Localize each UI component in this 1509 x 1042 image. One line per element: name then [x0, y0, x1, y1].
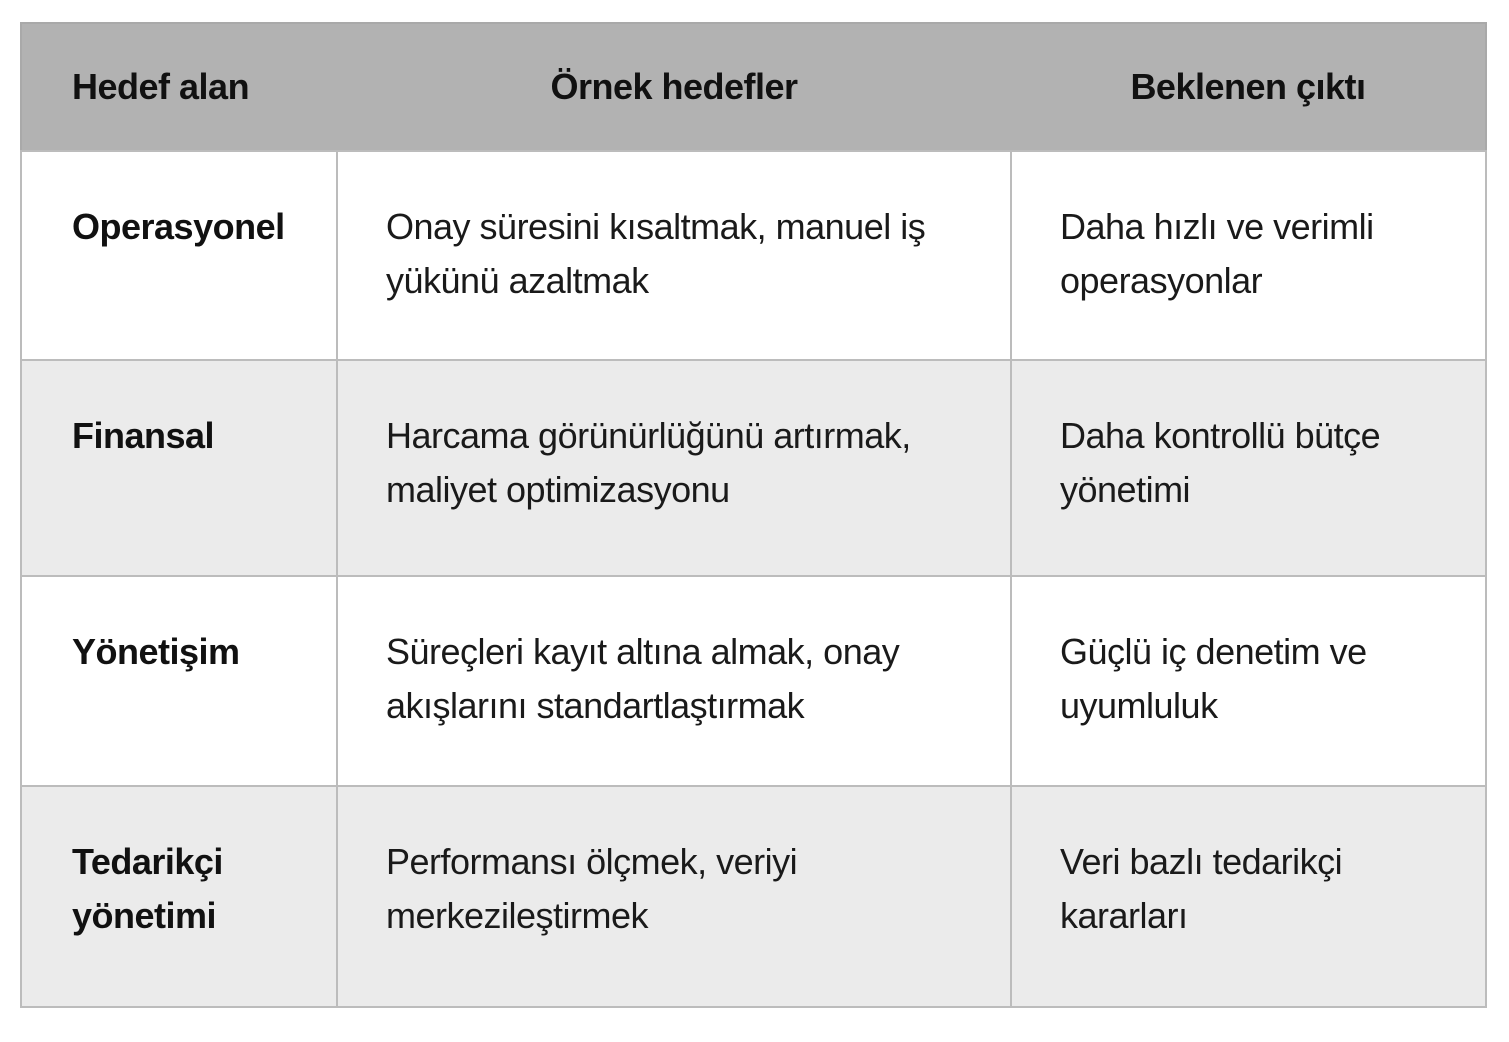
cell-target-area: Yönetişim	[21, 576, 337, 785]
table-row	[21, 360, 1486, 576]
cell-example-goals: Performansı ölçmek, veriyi merkezileştirmek	[337, 786, 1011, 1007]
table-header	[21, 23, 1486, 151]
table-body	[21, 151, 1486, 1007]
cell-example-goals: Harcama görünürlüğünü artırmak, maliyet optimizasyonu	[337, 360, 1011, 576]
cell-target-area: Tedarikçi yönetimi	[21, 786, 337, 1007]
cell-expected-outcome: Veri bazlı tedarikçi kararları	[1011, 786, 1486, 1007]
header-row	[21, 23, 1486, 151]
goals-table	[20, 22, 1487, 1008]
cell-expected-outcome: Güçlü iç denetim ve uyumluluk	[1011, 576, 1486, 785]
column-header-example-goals: Örnek hedefler	[550, 66, 798, 107]
table-row	[21, 786, 1486, 1007]
cell-target-area: Finansal	[21, 360, 337, 576]
column-header-target-area: Hedef alan	[72, 66, 250, 107]
cell-target-area: Operasyonel	[21, 151, 337, 360]
cell-example-goals: Onay süresini kısaltmak, manuel iş yükünü azaltmak	[337, 151, 1011, 360]
cell-expected-outcome: Daha hızlı ve verimli operasyonlar	[1011, 151, 1486, 360]
goals-table-container	[20, 22, 1487, 1008]
cell-example-goals: Süreçleri kayıt altına almak, onay akışlarını standartlaştırmak	[337, 576, 1011, 785]
table-row	[21, 151, 1486, 360]
column-header-expected-outcome: Beklenen çıktı	[1130, 66, 1366, 107]
cell-expected-outcome: Daha kontrollü bütçe yönetimi	[1011, 360, 1486, 576]
table-row	[21, 576, 1486, 785]
